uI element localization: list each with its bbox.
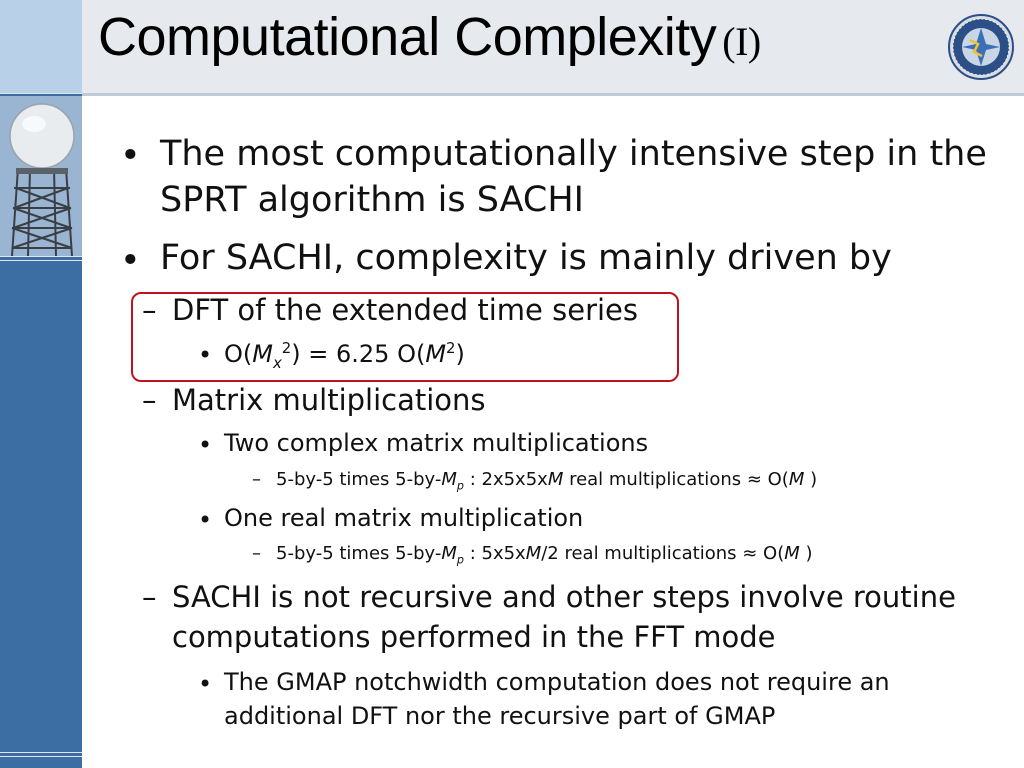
formula-part: )	[799, 543, 813, 564]
formula-var: M	[784, 543, 800, 564]
bullet-marker: •	[120, 136, 141, 176]
formula-part: : 2x5x5x	[463, 469, 548, 490]
formula-var: M	[441, 543, 457, 564]
formula-sub: p	[456, 479, 464, 493]
formula-sup: 2	[281, 339, 292, 357]
sub-bullet-text: DFT of the extended time series	[172, 293, 638, 327]
formula-part: )	[804, 469, 818, 490]
formula-text	[276, 469, 817, 493]
bullet-text: The most computationally intensive step in the	[160, 134, 987, 174]
sub-sub-bullet-text: Two complex matrix multiplications	[224, 429, 649, 457]
formula-var: M	[525, 543, 542, 564]
formula-sub: x	[272, 353, 282, 372]
sub-sub-bullet-text: additional DFT nor the recursive part of GMAP	[224, 702, 776, 730]
formula-part: real multiplications ≈ O(	[563, 469, 789, 490]
bullet-marker: •	[198, 506, 213, 534]
formula-sup: 2	[446, 339, 456, 357]
formula-var: M	[441, 469, 457, 490]
dash-marker: –	[252, 543, 261, 564]
formula-var: M	[425, 340, 447, 368]
sub-bullet-text: Matrix multiplications	[172, 383, 486, 417]
bullet-text: For SACHI, complexity is mainly driven by	[160, 238, 892, 278]
bullet-marker: •	[198, 431, 213, 459]
formula-part: 5-by-5 times 5-by-	[276, 543, 442, 564]
dash-marker: –	[142, 580, 157, 614]
formula-text	[224, 339, 465, 372]
slide-title-text: Computational Complexity	[98, 7, 717, 67]
bullet-marker: •	[198, 670, 213, 698]
bullet-text: SPRT algorithm is SACHI	[160, 180, 584, 220]
formula-part: ) = 6.25 O(	[291, 340, 426, 368]
formula-part: )	[455, 340, 465, 368]
sub-bullet-text: SACHI is not recursive and other steps involve routine	[172, 580, 956, 614]
bullet-marker: •	[198, 341, 213, 369]
formula-var: M	[788, 469, 805, 490]
formula-part: /2 real multiplications ≈ O(	[541, 543, 785, 564]
dash-marker: –	[142, 293, 157, 327]
sub-bullet-text: computations performed in the FFT mode	[172, 620, 776, 654]
dash-marker: –	[252, 469, 261, 490]
formula-var: M	[547, 469, 564, 490]
sub-sub-bullet-text: The GMAP notchwidth computation does not require an	[224, 668, 890, 696]
formula-part: 5-by-5 times 5-by-	[276, 469, 442, 490]
formula-part: O(	[224, 340, 253, 368]
formula-sub: p	[456, 553, 464, 567]
formula-text	[276, 543, 813, 567]
bullet-marker: •	[120, 241, 141, 281]
dash-marker: –	[142, 383, 157, 417]
sub-sub-bullet-text: One real matrix multiplication	[224, 504, 584, 532]
formula-part: : 5x5x	[463, 543, 526, 564]
formula-var: M	[252, 340, 273, 368]
slide-title-tag: (I)	[722, 19, 761, 64]
